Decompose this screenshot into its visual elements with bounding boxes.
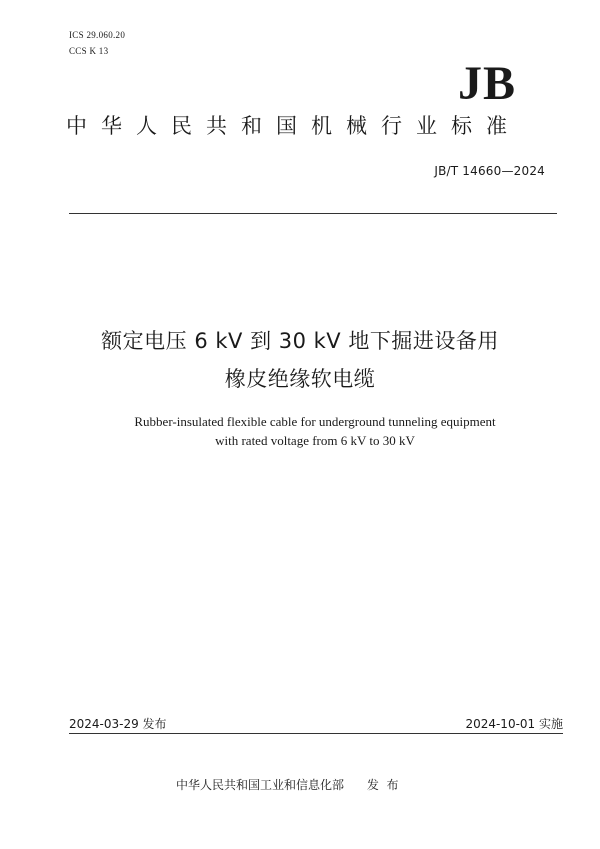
ccs-code: CCS K 13 [69,46,109,56]
ics-code: ICS 29.060.20 [69,30,126,40]
top-divider [69,213,557,214]
jb-logo: JB [457,57,516,110]
english-title-line-1: Rubber-insulated flexible cable for underground tunneling equipment [134,414,496,429]
chinese-title-line-2: 橡皮绝缘软电缆 [224,367,376,391]
issuing-authority: 中华人民共和国工业和信息化部 发 布 [176,778,399,792]
chinese-title-line-1: 额定电压 6 kV 到 30 kV 地下掘进设备用 [101,329,499,353]
standard-type-title: 中华人民共和国机械行业标准 [66,114,521,138]
bottom-divider [69,733,563,734]
standard-number: JB/T 14660—2024 [434,164,545,178]
publish-date: 2024-03-29 发布 [69,717,167,731]
implementation-date: 2024-10-01 实施 [465,717,563,731]
english-title-line-2: with rated voltage from 6 kV to 30 kV [215,433,415,448]
